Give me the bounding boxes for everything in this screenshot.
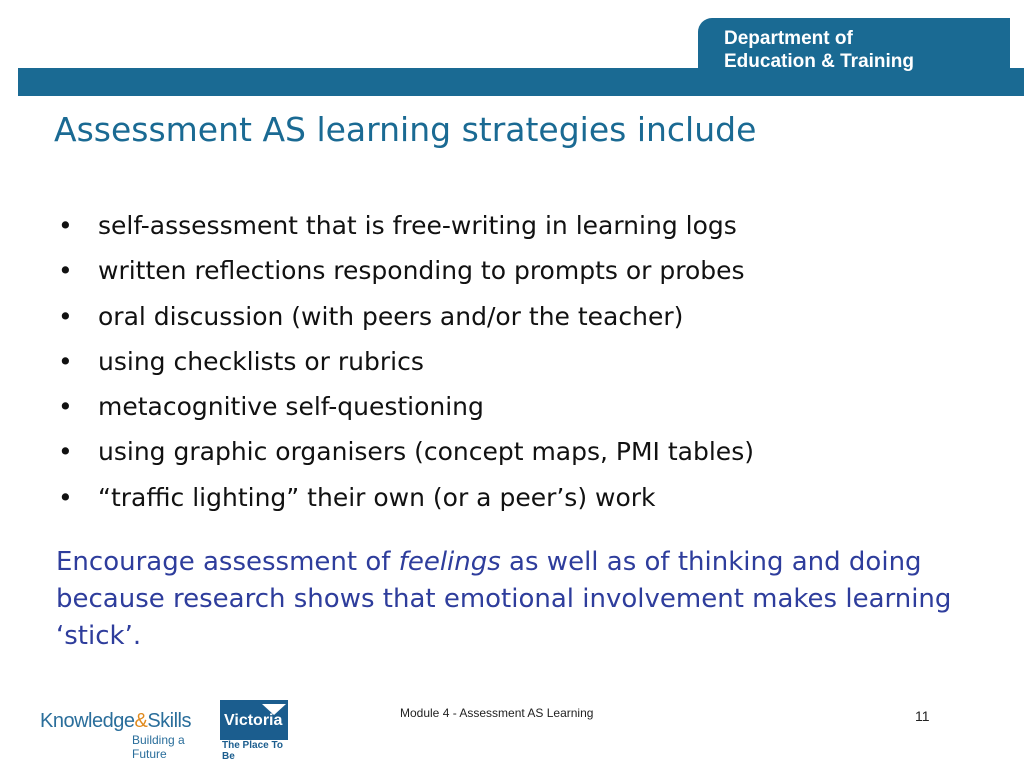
list-item: • using checklists or rubrics [58,342,754,387]
bullet-icon: • [58,392,73,422]
victoria-logo: Victoria The Place To Be [220,700,292,756]
list-item: • self-assessment that is free-writing in learning logs [58,206,754,251]
department-line-1: Department of [724,28,853,49]
page-number: 11 [915,708,930,724]
slide-title: Assessment AS learning strategies include [54,110,757,149]
bullet-icon: • [58,346,73,376]
feelings-emphasis: feelings [398,547,501,577]
bullet-icon: • [58,437,73,467]
bullet-icon: • [58,482,73,512]
department-line-2: Education & Training [724,51,915,72]
knowledge-skills-logo: Knowledge&Skills Building a Future [40,710,191,761]
bullet-icon: • [58,211,73,240]
bullet-list [58,206,754,523]
list-item: • “traffic lighting” their own (or a peer’s) work [58,478,754,523]
department-logo [698,18,1010,96]
bullet-icon: • [58,301,73,331]
bullet-icon: • [58,256,73,286]
list-item: • using graphic organisers (concept maps, PMI tables) [58,432,754,477]
list-item: • written reflections responding to prompts or probes [58,251,754,296]
list-item: • oral discussion (with peers and/or the teacher) [58,297,754,342]
module-footer: Module 4 - Assessment AS Learning [400,706,594,720]
list-item: • metacognitive self-questioning [58,387,754,432]
feelings-note: Encourage assessment of feelings as well as of thinking and doing because research shows that emotional involvement makes learning ‘stick’. [56,547,952,651]
